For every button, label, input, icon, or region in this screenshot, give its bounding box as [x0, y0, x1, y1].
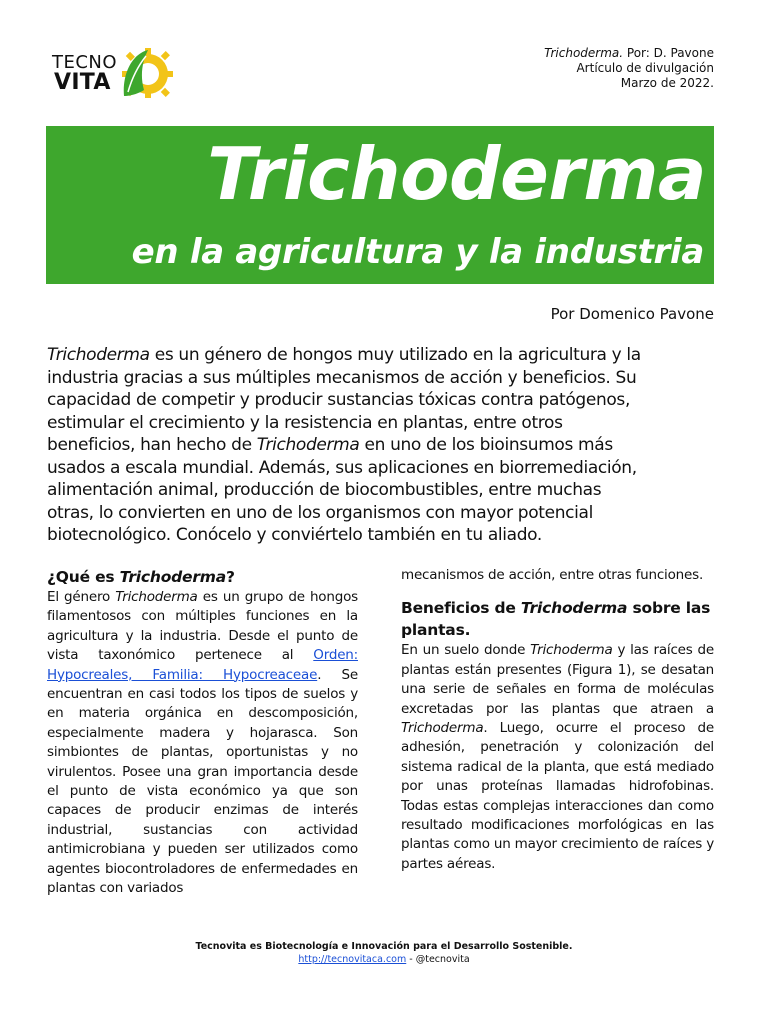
page-subtitle: en la agricultura y la industria	[131, 232, 704, 272]
section-heading-benefits	[401, 597, 714, 641]
lead-genus: Trichoderma	[47, 345, 150, 365]
paragraph-genus: Trichoderma	[115, 589, 198, 605]
lead-text: beneficios, han hecho de	[47, 435, 257, 455]
left-column	[47, 566, 358, 899]
paragraph-genus: Trichoderma	[530, 642, 613, 659]
tecnovita-logo	[52, 44, 174, 102]
right-column	[401, 566, 714, 874]
lead-genus: Trichoderma	[256, 435, 360, 455]
footer-tagline: Tecnovita es Biotecnología e Innovación para el Desarrollo Sostenible.	[195, 941, 573, 952]
section-paragraph	[47, 588, 358, 899]
heading-genus: Trichoderma	[119, 568, 227, 586]
social-handle: @tecnovita	[415, 954, 470, 965]
website-link[interactable]: http://tecnovitaca.com	[298, 954, 407, 965]
logo-text-tecno: TECNO	[52, 52, 118, 73]
heading-text: Beneficios de	[401, 599, 521, 618]
lead-line: industria gracias a sus múltiples mecanismos de acción y beneficios. Su	[47, 367, 637, 388]
lead-text: en uno de los bioinsumos más	[359, 435, 613, 455]
lead-line: alimentación animal, producción de biocombustibles, entre muchas	[47, 480, 602, 500]
lead-line: usados a escala mundial. Además, sus aplicaciones en biorremediación,	[47, 457, 637, 478]
lead-line: otras, lo convierten en uno de los organismos con mayor potencial	[47, 502, 593, 523]
page-footer	[0, 940, 768, 966]
lead-line: biotecnológico. Conócelo y conviértelo también en tu aliado.	[47, 525, 542, 545]
page-title: Trichoderma	[207, 132, 706, 216]
meta-author: Por: D. Pavone	[623, 46, 714, 60]
lead-line: estimular el crecimiento y la resistencia en plantas, entre otros	[47, 412, 563, 433]
taxonomy-link[interactable]: Orden: Hypocreales, Familia: Hypocreaceae	[47, 647, 358, 683]
paragraph-text: . Se encuentran en casi todos los tipos de suelos y en materia orgánica en descomposición, especialmente madera y hojarasca. Son simbiontes de plantas, oportunistas y no virulentos. Posee una gran importancia desde el punto de vista económico ya que son capaces de producir enzimas de interés industrial, sustancias con actividad antimicrobiana y pueden ser utilizados como agentes biocontroladores de enfermedades en plantas con variados	[47, 666, 358, 897]
paragraph-text: En un suelo donde	[401, 642, 531, 659]
lead-text: es un género de hongos muy utilizado en la agricultura y la	[149, 345, 641, 365]
logo-text-vita: VITA	[54, 70, 111, 95]
paragraph-text: El género	[47, 589, 116, 605]
footer-links	[0, 953, 768, 966]
gear-leaf-icon	[118, 44, 174, 100]
meta-line-1	[544, 46, 714, 61]
title-banner	[46, 126, 714, 284]
footer-separator: -	[406, 954, 416, 965]
paragraph-text: . Luego, ocurre el proceso de adhesión, penetración y colonización del sistema radical de la planta, que está mediado por unas proteínas llamadas hidrofobinas. Todas estas complejas interacciones dan como resultado modificaciones morfológicas en las plantas como un mayor crecimiento de raíces y partes aéreas.	[401, 720, 714, 872]
lead-paragraph	[47, 344, 719, 547]
section-heading-what-is	[47, 566, 358, 588]
heading-text: sobre las plantas.	[401, 599, 711, 640]
spacer	[401, 585, 714, 597]
lead-line: capacidad de competir y producir sustancias tóxicas contra patógenos,	[47, 390, 630, 410]
lead-line	[47, 434, 719, 457]
byline: Por Domenico Pavone	[550, 305, 714, 323]
continued-paragraph: mecanismos de acción, entre otras funciones.	[401, 567, 704, 583]
lead-line	[47, 344, 719, 367]
heading-text: ?	[226, 568, 235, 586]
paragraph-genus: Trichoderma	[401, 720, 484, 737]
heading-genus: Trichoderma	[520, 599, 628, 618]
paragraph-text: y las raíces de plantas están presentes (Figura 1), se desatan una serie de señales en forma de moléculas excretadas por las plantas que atraen a	[401, 642, 714, 717]
article-meta	[544, 46, 714, 91]
section-paragraph	[401, 641, 714, 874]
meta-line-2: Artículo de divulgación	[576, 61, 714, 75]
meta-line-3: Marzo de 2022.	[620, 76, 714, 90]
paragraph-text: es un grupo de hongos filamentosos con múltiples funciones en la agricultura y la industria. Desde el punto de vista taxonómico pertenece al	[47, 589, 358, 664]
heading-text: ¿Qué es	[47, 568, 120, 586]
meta-genus: Trichoderma.	[544, 46, 624, 60]
